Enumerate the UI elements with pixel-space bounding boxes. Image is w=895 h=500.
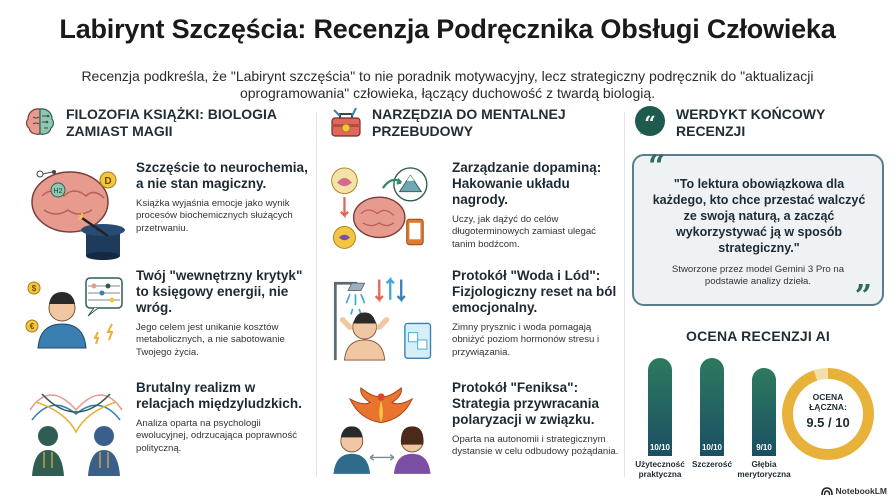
rating-bar-label: Głębia merytoryczna <box>737 460 791 479</box>
column-divider <box>624 112 625 477</box>
accountant-abacus-icon <box>22 268 130 368</box>
item-heading: Zarządzanie dopaminą: Hakowanie układu nagrody. <box>452 160 602 207</box>
column-verdict <box>632 104 884 479</box>
list-item <box>328 268 620 380</box>
list-item <box>22 268 308 380</box>
svg-text:D: D <box>104 176 112 187</box>
connected-people-icon <box>22 380 130 480</box>
list-item <box>22 160 308 272</box>
rating-bar-value: 10/10 <box>701 443 723 452</box>
column-header <box>328 104 620 146</box>
verdict-quote: "To lektura obowiązkowa dla każdego, kto chce przestać walczyć ze swoją naturą, a zacząć wykorzystywać ją w sposób strategiczny." <box>652 177 866 255</box>
item-body: Książka wyjaśnia emocje jako wynik procesów biochemicznych służących przetrwaniu. <box>136 198 293 234</box>
item-heading: Protokół "Woda i Lód": Fizjologiczny reset na ból emocjonalny. <box>452 268 617 315</box>
svg-text:$: $ <box>31 284 37 293</box>
rating-bar <box>700 358 724 456</box>
item-body: Analiza oparta na psychologii ewolucyjnej, odrzucająca poprawność polityczną. <box>136 418 298 454</box>
overall-gauge <box>782 368 874 460</box>
list-item <box>328 160 620 272</box>
quote-bubble-icon <box>632 104 668 140</box>
svg-text:“: “ <box>644 111 656 135</box>
toolbox-icon <box>328 104 364 140</box>
column-heading: NARZĘDZIA DO MENTALNEJ PRZEBUDOWY <box>372 106 566 139</box>
list-item <box>328 380 620 492</box>
item-body: Jego celem jest unikanie kosztów metabolicznych, a nie sabotowanie Twojego życia. <box>136 322 285 358</box>
phoenix-couple-icon <box>328 380 436 480</box>
item-body: Uczy, jak dążyć do celów długoterminowych zamiast ulegać tanim bodźcom. <box>452 214 596 250</box>
brand-name: NotebookLM <box>835 486 887 496</box>
brain-magic-hat-icon <box>22 160 130 260</box>
gauge-center <box>793 379 863 449</box>
brain-icon <box>22 104 58 140</box>
rating-bar-label: Szczerość <box>691 460 733 469</box>
rating-bar-value: 9/10 <box>756 443 772 452</box>
open-quote-icon: “ <box>648 149 666 184</box>
column-header <box>632 104 884 146</box>
svg-text:€: € <box>29 322 35 331</box>
item-heading: Szczęście to neurochemia, a nie stan magiczny. <box>136 160 308 191</box>
rating-title: OCENA RECENZJI AI <box>686 328 830 344</box>
column-divider <box>316 112 317 477</box>
brand-footer <box>821 486 887 496</box>
overall-score: 9.5 / 10 <box>806 415 850 430</box>
dopamine-cycle-icon <box>328 160 436 260</box>
column-heading: WERDYKT KOŃCOWY RECENZJI <box>676 106 826 139</box>
rating-bar <box>648 358 672 456</box>
verdict-credit: Stworzone przez model Gemini 3 Pro na podstawie analizy dzieła. <box>671 264 845 288</box>
rating-bar-value: 10/10 <box>649 443 671 452</box>
page-subtitle: Recenzja podkreśla, że "Labirynt szczęścia" to nie poradnik motywacyjny, lecz strategiczny podręcznik do "aktualizacji oprogramowania" człowieka, łączący duchowość z twardą biologią. <box>81 68 814 101</box>
rating-bar <box>752 368 776 456</box>
cold-shower-icon <box>328 268 436 368</box>
item-body: Oparta na autonomii i strategicznym dystansie w celu odbudowy pożądania. <box>452 434 619 458</box>
item-heading: Twój "wewnętrzny krytyk" to księgowy energii, nie wróg. <box>136 268 303 315</box>
page-title: Labirynt Szczęścia: Recenzja Podręcznika Obsługi Człowieka <box>59 14 836 44</box>
overall-label: OCENA ŁĄCZNA: <box>809 392 847 412</box>
svg-text:H2: H2 <box>53 188 63 195</box>
column-header <box>22 104 308 146</box>
verdict-card <box>632 149 884 314</box>
item-body: Zimny prysznic i woda pomagają obniżyć poziom hormonów stresu i przywiązania. <box>452 322 600 358</box>
column-heading: FILOZOFIA KSIĄŻKI: BIOLOGIA ZAMIAST MAGII <box>66 106 277 139</box>
item-heading: Protokół "Feniksa": Strategia przywracania polaryzacji w związku. <box>452 380 600 427</box>
notebooklm-logo-icon <box>821 487 833 496</box>
column-philosophy <box>22 104 308 454</box>
list-item <box>22 380 308 492</box>
close-quote-icon: ” <box>854 279 872 314</box>
item-heading: Brutalny realizm w relacjach międzyludzkich. <box>136 380 302 411</box>
rating-bar-label: Użyteczność praktyczna <box>635 460 685 479</box>
column-tools <box>328 104 620 458</box>
